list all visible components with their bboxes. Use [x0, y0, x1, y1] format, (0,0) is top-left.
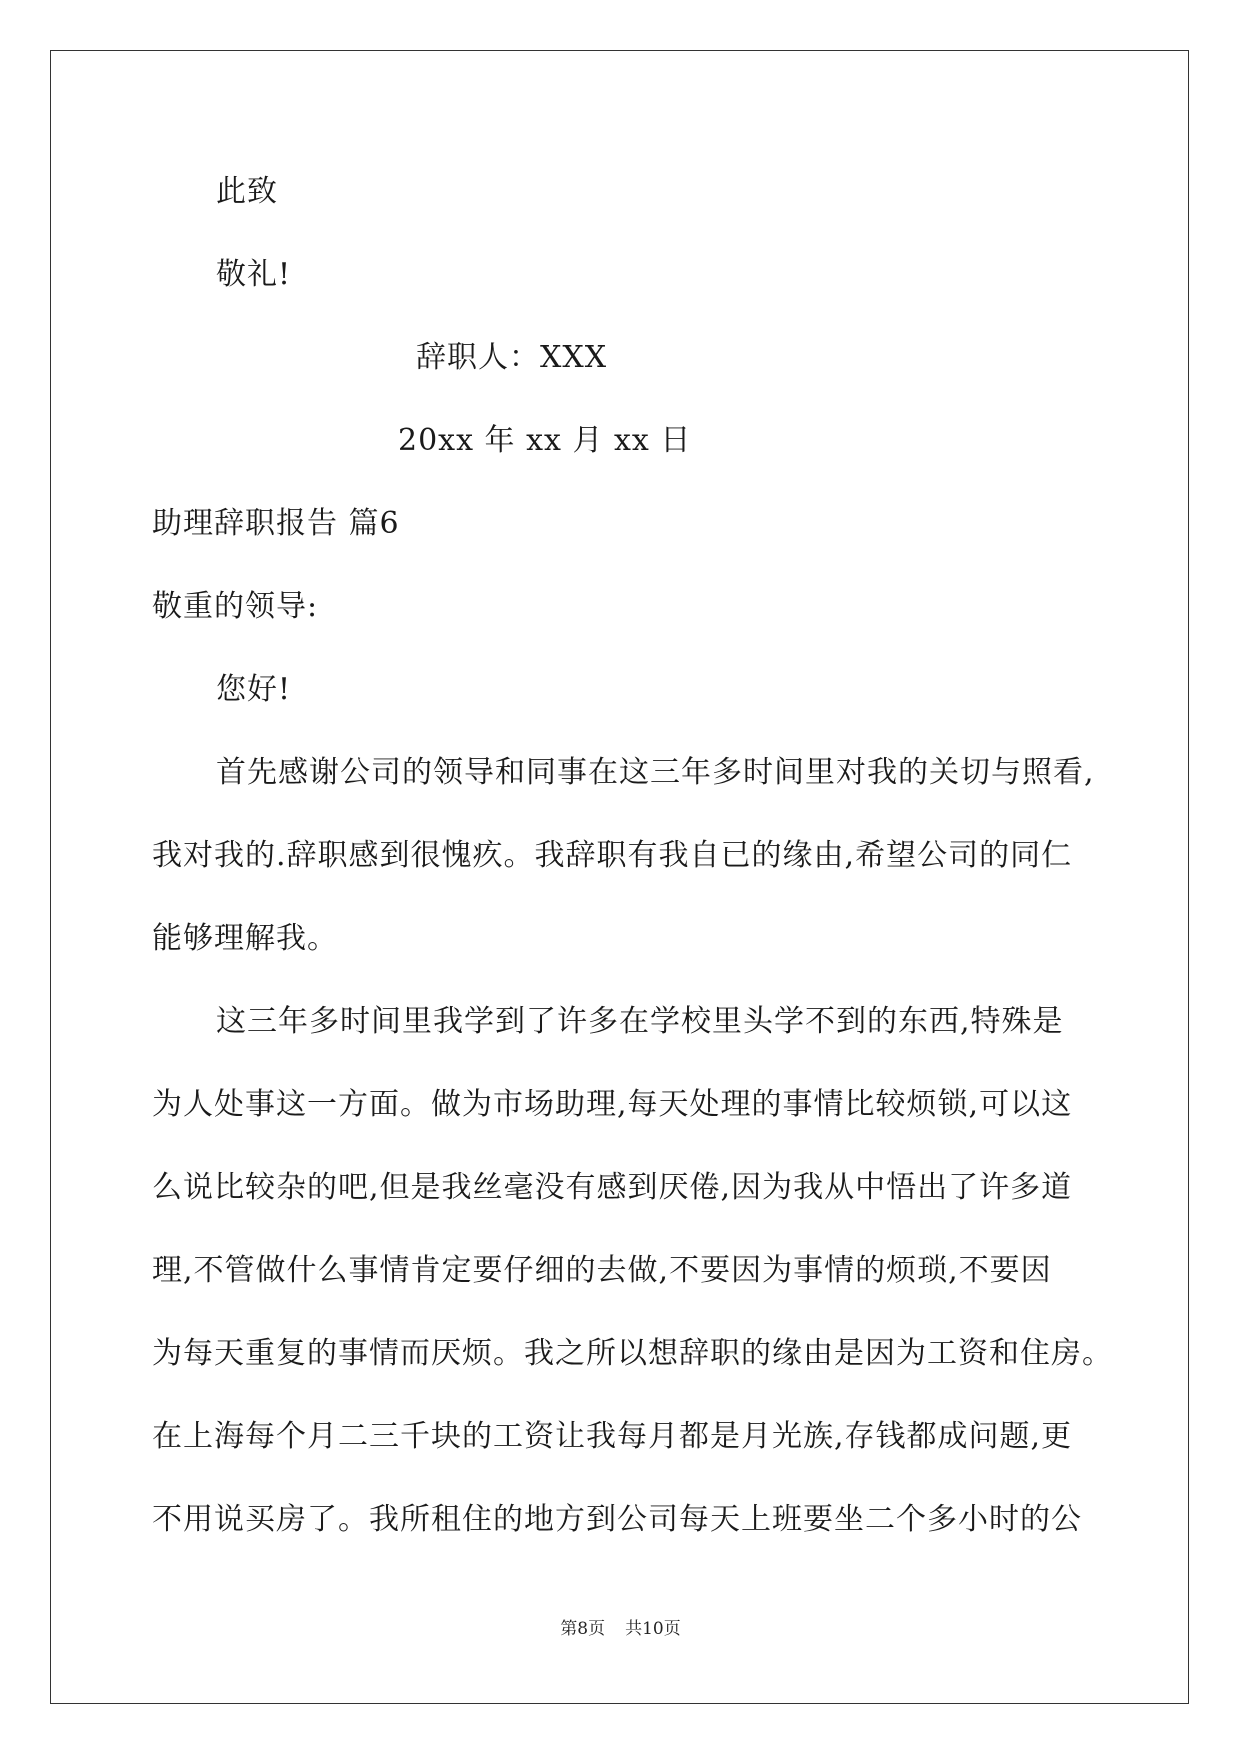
section-heading: 助理辞职报告 篇6 [152, 506, 400, 541]
page-total: 共10页 [625, 1619, 681, 1639]
body-line: 我对我的.辞职感到很愧疚。我辞职有我自已的缘由,希望公司的同仁 [152, 838, 1073, 873]
page-footer [0, 1617, 1241, 1641]
body-line: 能够理解我。 [152, 921, 338, 956]
body-line: 不用说买房了。我所租住的地方到公司每天上班要坐二个多小时的公 [152, 1502, 1082, 1537]
page-number: 第8页 [560, 1619, 606, 1639]
addressee: 敬重的领导: [152, 589, 319, 624]
closing-regards: 敬礼! [216, 257, 292, 292]
greeting: 您好! [216, 672, 292, 707]
body-line: 这三年多时间里我学到了许多在学校里头学不到的东西,特殊是 [216, 1004, 1064, 1039]
body-line: 么说比较杂的吧,但是我丝毫没有感到厌倦,因为我从中悟出了许多道 [152, 1170, 1073, 1205]
body-line: 为每天重复的事情而厌烦。我之所以想辞职的缘由是因为工资和住房。 [152, 1336, 1113, 1371]
body-line: 首先感谢公司的领导和同事在这三年多时间里对我的关切与照看, [216, 755, 1095, 790]
closing-salutation: 此致 [216, 174, 278, 209]
body-line: 理,不管做什么事情肯定要仔细的去做,不要因为事情的烦琐,不要因 [152, 1253, 1052, 1288]
body-line: 在上海每个月二三千块的工资让我每月都是月光族,存钱都成问题,更 [152, 1419, 1073, 1454]
date-line: 20xx 年 xx 月 xx 日 [398, 423, 692, 458]
body-line: 为人处事这一方面。做为市场助理,每天处理的事情比较烦锁,可以这 [152, 1087, 1073, 1122]
signer-line: 辞职人：XXX [416, 340, 608, 375]
